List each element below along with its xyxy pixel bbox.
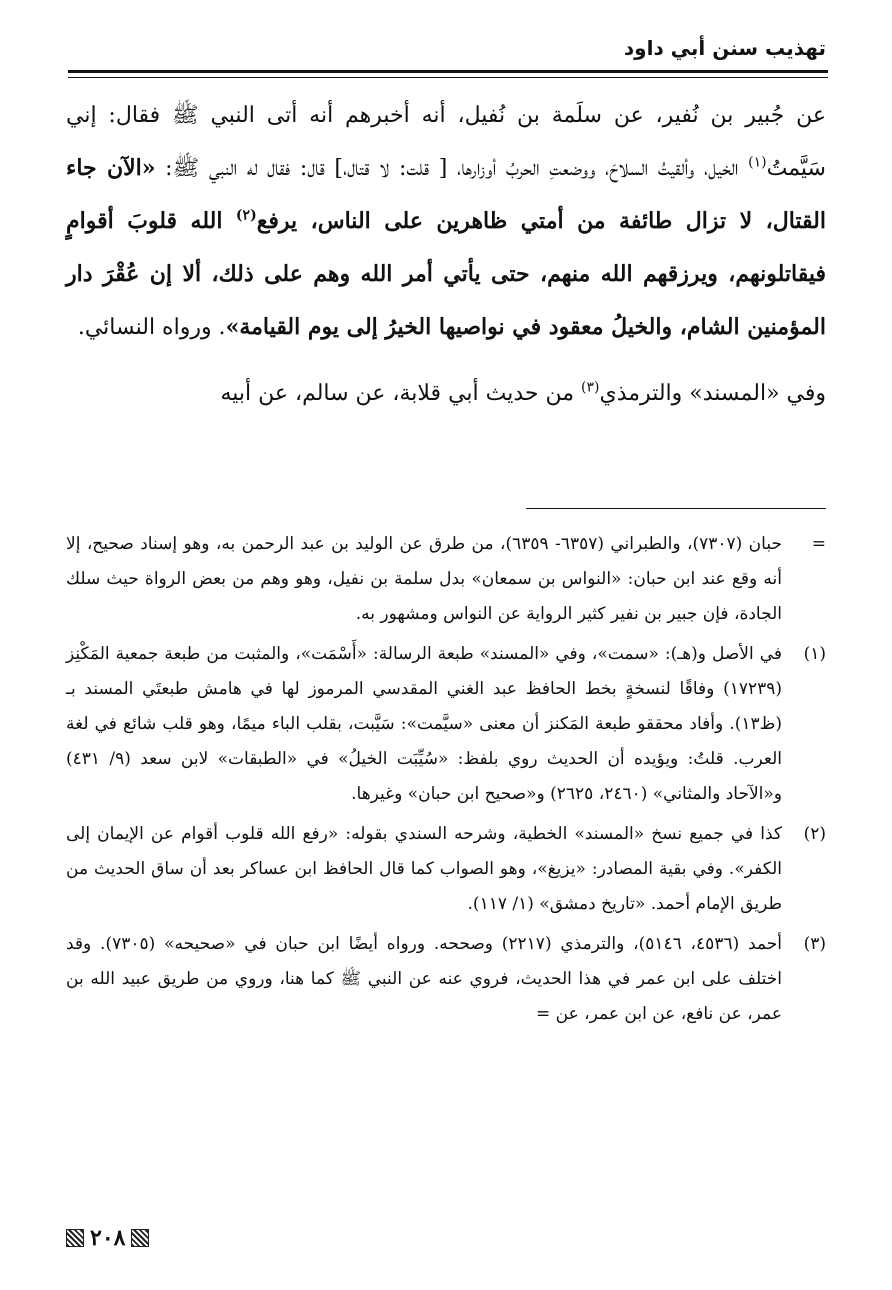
footnote-marker: (٣)	[803, 934, 826, 954]
main-text	[66, 90, 826, 420]
footnote-1	[66, 637, 826, 812]
main-paragraph-1	[66, 90, 826, 354]
page-number-block	[66, 1225, 149, 1251]
ornament-icon	[131, 1229, 149, 1247]
footnote-2	[66, 817, 826, 922]
footnote-ref-2: (٢)	[235, 207, 257, 224]
footnote-marker: =	[811, 534, 826, 554]
footnote-continuation	[66, 527, 826, 632]
footnote-ref-3: (٣)	[581, 379, 600, 396]
hadith-quote: الله قلوبَ أقوامٍ فيقاتلونهم، ويرزقهم الله منهم، حتى يأتي أمر الله وهم على ذلك، ألا إن عُقْرَ دار المؤمنين الشام، والخيلُ معقود في نواصيها الخيرُ إلى يوم القيامة»	[66, 208, 826, 340]
footnote-divider	[526, 508, 826, 509]
main-text-span: . ورواه النسائي.	[77, 315, 226, 340]
header-rule	[68, 70, 828, 78]
main-text-span: من حديث أبي قلابة، عن سالم، عن أبيه	[220, 381, 582, 406]
main-paragraph-2	[66, 368, 826, 420]
running-header-title: تهذيب سنن أبي داود	[623, 36, 826, 60]
footnotes	[66, 522, 826, 1032]
footnote-3	[66, 927, 826, 1032]
hadith-quote: «الآن جاء القتال، لا تزال طائفة من أمتي ظاهرين على الناس، يرفع	[66, 155, 826, 234]
footnote-marker: (٢)	[803, 824, 826, 844]
footnote-text: حبان (٧٣٠٧)، والطبراني (٦٣٥٧- ٦٣٥٩)، من طرق عن الوليد بن عبد الرحمن به، وهو إسناد صحيح، إلا أنه وقع عند ابن حبان: «النواس بن سمعان» بدل سلمة بن نفيل، وهو وهم من بعض الرواة حيث سلك الجادة، فإن جبير بن نفير كثير الرواية عن النواس ومشهور به.	[66, 534, 782, 624]
ornament-icon	[66, 1229, 84, 1247]
main-text-span: عن جُبير بن نُفير، عن سلَمة بن نُفيل، أنه أخبرهم أنه أتى النبي ﷺ فقال: إني سَيَّمتُ	[66, 103, 826, 181]
footnote-text: في الأصل و(هـ): «سمت»، وفي «المسند» طبعة الرسالة: «أَسْمَت»، والمثبت من طبعة جمعية المَكْنِز (١٧٢٣٩) وفاقًا لنسخةٍ بخط الحافظ عبد الغني المقدسي المرموز لها في هامش طبعتَي المسند بـ (ظ١٣). وأفاد محققو طبعة المَكنز أن معنى «سيَّمت»: سَيَّبت، بقلب الباء ميمًا، وهو قلب شائع في لغة العرب. قلتُ: ويؤيده أن الحديث روي بلفظ: «سُيِّبَت الخيلُ» في «الطبقات» لابن سعد (٩/ ٤٣١) و«الآحاد والمثاني» (٢٤٦٠، ٢٦٢٥) و«صحيح ابن حبان» وغيرها.	[66, 644, 782, 804]
footnote-text: كذا في جميع نسخ «المسند» الخطية، وشرحه السندي بقوله: «رفع الله قلوب أقوام عن الإيمان إلى الكفر». وفي بقية المصادر: «يزيغ»، وهو الصواب كما قال الحافظ ابن عساكر بعد أن ساق الحديث من طريق الإمام أحمد. «تاريخ دمشق» (١/ ١١٧).	[66, 824, 782, 914]
page-number: ٢٠٨	[90, 1225, 126, 1251]
main-text-span: الخيل، وألقيتُ السلاحَ، ووضعتِ الحربُ أوزارها، [ قلت: لا قتال،] قال: فقال له النبي ﷺ:	[155, 156, 749, 181]
main-text-span: وفي «المسند» والترمذي	[599, 381, 826, 406]
footnote-text: أحمد (٤٥٣٦، ٥١٤٦)، والترمذي (٢٢١٧) وصححه. ورواه أيضًا ابن حبان في «صحيحه» (٧٣٠٥). وقد اختلف على ابن عمر في هذا الحديث، فروي عنه عن النبي ﷺ كما هنا، وروي من طريق عبيد الله بن عمر، عن نافع، عن ابن عمر، عن =	[66, 934, 782, 1024]
footnote-ref-1: (١)	[748, 154, 767, 171]
footnote-marker: (١)	[803, 644, 826, 664]
